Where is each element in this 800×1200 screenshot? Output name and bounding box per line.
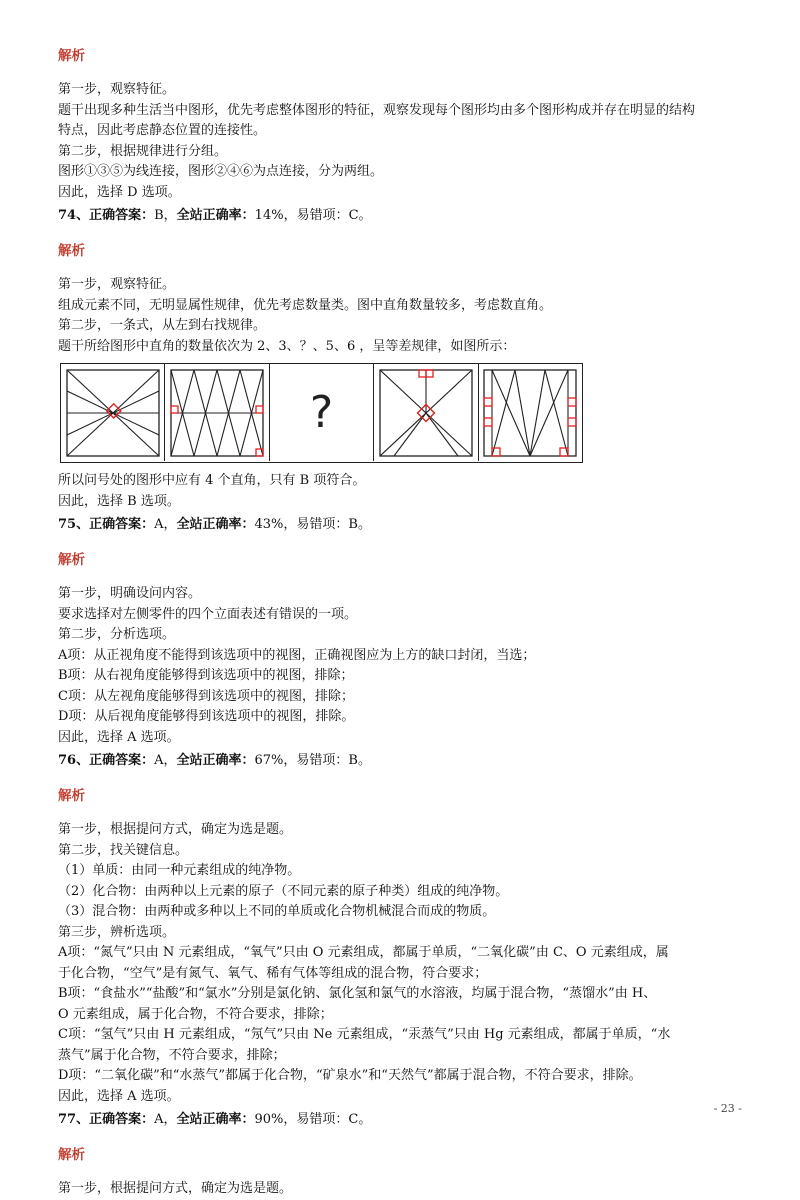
text-line: A项：从正视角度不能得到该选项中的视图，正确视图应为上方的缺口封闭，当选；: [58, 647, 536, 663]
answer-label: 75、正确答案：: [58, 517, 155, 532]
text-line: 因此，选择 B 选项。: [58, 493, 180, 509]
analysis-heading: 解析: [58, 1146, 85, 1163]
text-line: 第一步，观察特征。: [58, 82, 176, 97]
rate-value: 67%，易错项：B。: [254, 753, 371, 768]
analysis-heading: 解析: [58, 242, 85, 259]
rate-label: 全站正确率：: [176, 1112, 255, 1127]
rate-label: 全站正确率：: [176, 517, 255, 532]
rate-value: 14%，易错项：C。: [254, 208, 372, 223]
page-number: - 23 -: [713, 1102, 742, 1115]
figure-cell-3: [270, 364, 374, 461]
text-line: 题干所给图形中直角的数量依次为 2、3、？、5、6 ，呈等差规律，如图所示：: [58, 338, 516, 354]
text-line: 题干出现多种生活当中图形，优先考虑整体图形的特征，观察发现每个图形均由多个图形构成并存在明显的结构: [58, 102, 696, 118]
rate-value: 90%，易错项：C。: [254, 1112, 372, 1127]
answer-value: A，: [154, 753, 177, 768]
text-line: 第三步，辨析选项。: [58, 924, 176, 940]
text-line: 第一步，明确设问内容。: [58, 586, 202, 601]
answer-line-74: [58, 205, 748, 227]
text-line: 因此，选择 A 选项。: [58, 729, 180, 745]
answer-value: B，: [154, 208, 177, 223]
answer-value: A，: [154, 1112, 177, 1127]
text-line: 特点，因此考虑静态位置的连接性。: [58, 123, 267, 138]
text-line: 组成元素不同，无明显属性规律，优先考虑数量类。图中直角数量较多，考虑数直角。: [58, 297, 553, 313]
text-line: 蒸气”属于化合物，不符合要求，排除；: [58, 1047, 286, 1063]
question-mark: ?: [309, 387, 334, 438]
text-line: A项：“氮气”只由 N 元素组成，“氧气”只由 O 元素组成，都属于单质，“二氧化碳”由 C、O 元素组成，属: [58, 945, 669, 960]
figure-cell-2: [165, 364, 269, 461]
text-line: 图形①③⑤为线连接，图形②④⑥为点连接，分为两组。: [58, 164, 384, 179]
text-line: 第二步，一条式，从左到右找规律。: [58, 318, 267, 333]
figure-cell-1: [61, 364, 165, 461]
text-line: D项：从后视角度能够得到该选项中的视图，排除。: [58, 709, 355, 724]
text-line: 因此，选择 D 选项。: [58, 184, 181, 200]
answer-line-75: [58, 514, 748, 536]
answer-label: 74、正确答案：: [58, 208, 155, 223]
text-line: B项：从右视角度能够得到该选项中的视图，排除；: [58, 668, 354, 683]
answer-line-77: [58, 1109, 748, 1131]
answer-line-76: [58, 750, 748, 772]
analysis-heading: 解析: [58, 787, 85, 804]
rate-value: 43%，易错项：B。: [254, 517, 371, 532]
text-line: （1）单质：由同一种元素组成的纯净物。: [58, 863, 301, 878]
text-line: 第一步，根据提问方式，确定为选是题。: [58, 1181, 293, 1196]
text-line: 所以问号处的图形中应有 4 个直角，只有 B 项符合。: [58, 473, 366, 488]
figure-1-graphic: [63, 366, 163, 460]
text-line: 第一步，根据提问方式，确定为选是题。: [58, 822, 293, 837]
text-line: 第一步，观察特征。: [58, 277, 176, 292]
analysis-heading: 解析: [58, 551, 85, 568]
analysis-heading: 解析: [58, 47, 85, 64]
text-line: O 元素组成，属于化合物，不符合要求，排除；: [58, 1006, 333, 1022]
text-line: B项：“食盐水”“盐酸”和“氯水”分别是氯化钠、氯化氢和氯气的水溶液，均属于混合物，“蒸馏水”由 H、: [58, 986, 657, 1001]
text-line: （3）混合物：由两种或多种以上不同的单质或化合物机械混合而成的物质。: [58, 904, 496, 919]
text-line: 第二步，根据规律进行分组。: [58, 143, 228, 159]
text-line: C项：从左视角度能够得到该选项中的视图，排除；: [58, 688, 354, 704]
figure-cell-5: [479, 364, 582, 461]
text-line: 第二步，分析选项。: [58, 627, 176, 642]
document-page: [58, 32, 748, 1200]
right-angle-figure-row: [60, 363, 583, 463]
text-line: 第二步，找关键信息。: [58, 842, 189, 858]
text-line: 于化合物，“空气”是有氮气、氧气、稀有气体等组成的混合物，符合要求；: [58, 965, 488, 981]
figure-2-graphic: [167, 366, 267, 460]
text-line: D项：“二氧化碳”和“水蒸气”都属于化合物，“矿泉水”和“天然气”都属于混合物，不符合要求，排除。: [58, 1068, 642, 1083]
figure-5-graphic: [480, 366, 580, 460]
figure-4-graphic: [376, 366, 476, 460]
figure-cell-4: [374, 364, 478, 461]
answer-value: A，: [154, 517, 177, 532]
text-line: 因此，选择 A 选项。: [58, 1088, 180, 1104]
answer-label: 76、正确答案：: [58, 753, 155, 768]
rate-label: 全站正确率：: [176, 753, 255, 768]
text-line: 要求选择对左侧零件的四个立面表述有错误的一项。: [58, 606, 358, 622]
text-line: C项：“氢气”只由 H 元素组成，“氖气”只由 Ne 元素组成，“汞蒸气”只由 Hg 元素组成，都属于单质，“水: [58, 1027, 671, 1042]
rate-label: 全站正确率：: [176, 208, 255, 223]
answer-label: 77、正确答案：: [58, 1112, 155, 1127]
text-line: （2）化合物：由两种以上元素的原子（不同元素的原子种类）组成的纯净物。: [58, 883, 509, 899]
